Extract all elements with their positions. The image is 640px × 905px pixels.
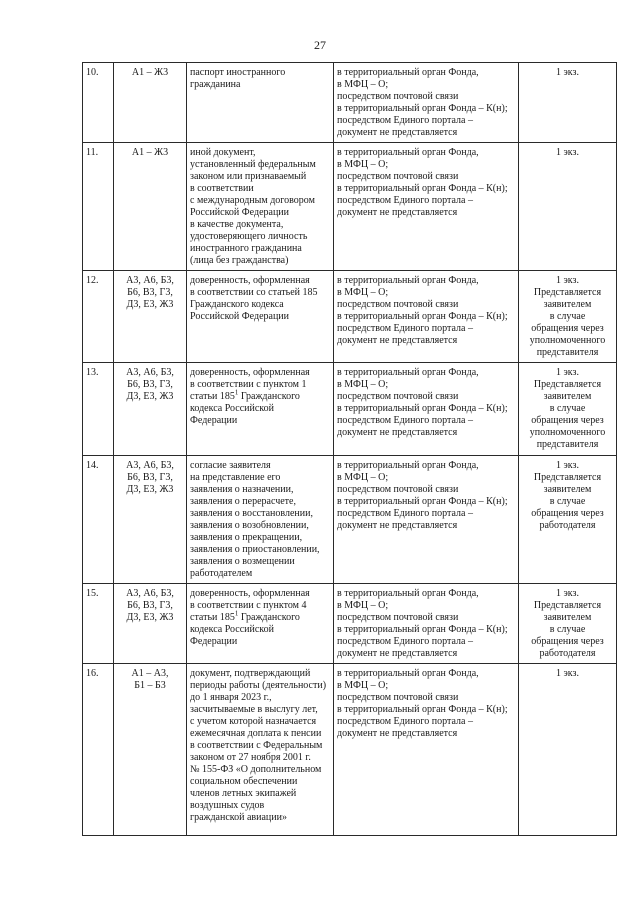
category-line: Б6, В3, Г3,: [127, 600, 173, 611]
category-line: Д3, Е3, Ж3: [126, 391, 174, 402]
quantity-line: Представляется: [533, 472, 602, 483]
submission-line: посредством почтовой связи: [337, 391, 459, 402]
table-row: [83, 664, 617, 836]
submission-line: посредством Единого портала –: [337, 415, 473, 426]
document-line: заявления о прекращении,: [190, 532, 303, 543]
row-number: 10.: [86, 67, 99, 78]
submission-line: посредством Единого портала –: [337, 716, 473, 727]
submission-cell: [334, 271, 519, 363]
category-line: А3, А6, Б3,: [126, 367, 174, 378]
categories-cell: [114, 271, 187, 363]
categories-cell: [114, 584, 187, 664]
row-number-cell: [83, 363, 114, 456]
quantity-line: 1 экз.: [556, 460, 579, 471]
quantity-line: заявителем: [543, 391, 592, 402]
quantity-line: 1 экз.: [556, 275, 579, 286]
quantity-line: 1 экз.: [556, 367, 579, 378]
category-line: Д3, Е3, Ж3: [126, 299, 174, 310]
document-line: членов летных экипажей: [190, 788, 297, 799]
quantity-cell: [519, 664, 617, 836]
submission-line: документ не представляется: [337, 207, 458, 218]
submission-line: посредством почтовой связи: [337, 171, 459, 182]
quantity-cell: [519, 143, 617, 271]
categories-cell: [114, 143, 187, 271]
category-line: Д3, Е3, Ж3: [126, 612, 174, 623]
submission-cell: [334, 363, 519, 456]
submission-line: посредством почтовой связи: [337, 484, 459, 495]
document-line: в соответствии с пунктом 4: [190, 600, 307, 611]
document-cell: [187, 456, 334, 584]
submission-line: в МФЦ – О;: [337, 159, 389, 170]
categories-cell: [114, 664, 187, 836]
superscript: 1: [234, 388, 239, 397]
quantity-line: обращения через: [531, 323, 604, 334]
document-line: согласие заявителя: [190, 460, 271, 471]
quantity-line: 1 экз.: [556, 67, 579, 78]
document-line: социальном обеспечении: [190, 776, 298, 787]
submission-line: посредством почтовой связи: [337, 612, 459, 623]
submission-line: посредством Единого портала –: [337, 115, 473, 126]
categories-cell: [114, 63, 187, 143]
quantity-line: представителя: [536, 347, 599, 358]
table-row: [83, 271, 617, 363]
quantity-line: работодателя: [539, 648, 596, 659]
document-line: доверенность, оформленная: [190, 588, 310, 599]
document-line: работодателем: [190, 568, 253, 579]
submission-line: в территориальный орган Фонда,: [337, 67, 479, 78]
row-number-cell: [83, 584, 114, 664]
quantity-line: обращения через: [531, 415, 604, 426]
submission-line: в территориальный орган Фонда – К(н);: [337, 624, 508, 635]
document-line: с учетом которой назначается: [190, 716, 317, 727]
quantity-line: в случае: [549, 496, 586, 507]
quantity-line: уполномоченного: [529, 335, 606, 346]
document-line: периоды работы (деятельности): [190, 680, 327, 691]
quantity-line: 1 экз.: [556, 668, 579, 679]
submission-line: в территориальный орган Фонда – К(н);: [337, 183, 508, 194]
category-line: Б1 – Б3: [134, 680, 166, 691]
document-line: заявления о назначении,: [190, 484, 294, 495]
submission-line: посредством почтовой связи: [337, 692, 459, 703]
quantity-line: Представляется: [533, 287, 602, 298]
row-number: 13.: [86, 367, 99, 378]
table-row: [83, 63, 617, 143]
document-line: иностранного гражданина: [190, 243, 302, 254]
document-line: воздушных судов: [190, 800, 265, 811]
categories-cell: [114, 456, 187, 584]
submission-line: в территориальный орган Фонда,: [337, 588, 479, 599]
submission-line: документ не представляется: [337, 427, 458, 438]
row-number-cell: [83, 271, 114, 363]
table-row: [83, 584, 617, 664]
document-line: в соответствии: [190, 183, 254, 194]
table-row: [83, 456, 617, 584]
submission-line: документ не представляется: [337, 127, 458, 138]
quantity-cell: [519, 456, 617, 584]
document-line: доверенность, оформленная: [190, 367, 310, 378]
document-line: кодекса Российской: [190, 403, 274, 414]
submission-line: посредством Единого портала –: [337, 195, 473, 206]
document-cell: [187, 363, 334, 456]
quantity-line: обращения через: [531, 636, 604, 647]
submission-line: в территориальный орган Фонда,: [337, 460, 479, 471]
document-line: заявления о приостановлении,: [190, 544, 320, 555]
category-line: А3, А6, Б3,: [126, 460, 174, 471]
document-line: гражданской авиации»: [190, 812, 287, 823]
category-line: А1 – Ж3: [131, 67, 169, 78]
quantity-line: в случае: [549, 311, 586, 322]
submission-cell: [334, 456, 519, 584]
quantity-cell: [519, 363, 617, 456]
submission-line: документ не представляется: [337, 335, 458, 346]
submission-cell: [334, 143, 519, 271]
document-line: Федерации: [190, 415, 238, 426]
submission-line: в территориальный орган Фонда – К(н);: [337, 704, 508, 715]
submission-line: документ не представляется: [337, 648, 458, 659]
submission-cell: [334, 63, 519, 143]
document-line: в соответствии с пунктом 1: [190, 379, 307, 390]
document-line: заявления о перерасчете,: [190, 496, 296, 507]
category-line: Б6, В3, Г3,: [127, 472, 173, 483]
category-line: Б6, В3, Г3,: [127, 379, 173, 390]
table-row: [83, 363, 617, 456]
documents-table: [82, 62, 617, 836]
submission-line: в МФЦ – О;: [337, 79, 389, 90]
submission-line: посредством почтовой связи: [337, 299, 459, 310]
row-number: 12.: [86, 275, 99, 286]
document-line-continuation: Гражданского: [238, 391, 300, 402]
quantity-line: Представляется: [533, 600, 602, 611]
row-number: 14.: [86, 460, 99, 471]
document-line: паспорт иностранного: [190, 67, 286, 78]
row-number-cell: [83, 664, 114, 836]
row-number-cell: [83, 143, 114, 271]
submission-cell: [334, 664, 519, 836]
quantity-line: заявителем: [543, 484, 592, 495]
document-cell: [187, 584, 334, 664]
document-cell: [187, 143, 334, 271]
document-line: заявления о восстановлении,: [190, 508, 313, 519]
submission-line: в территориальный орган Фонда – К(н);: [337, 311, 508, 322]
table-row: [83, 143, 617, 271]
document-line: на представление его: [190, 472, 281, 483]
document-line: (лица без гражданства): [190, 255, 289, 266]
document-line: ежемесячная доплата к пенсии: [190, 728, 322, 739]
document-line: статьи $185^1$ Гражданского: [190, 388, 300, 402]
document-line: документ, подтверждающий: [190, 668, 311, 679]
document-cell: [187, 664, 334, 836]
document-line: заявления о возмещении: [190, 556, 295, 567]
document-line: статьи $185^1$ Гражданского: [190, 609, 300, 623]
submission-line: в МФЦ – О;: [337, 680, 389, 691]
document-line: засчитываемые в выслугу лет,: [190, 704, 318, 715]
document-line: удостоверяющего личность: [190, 231, 308, 242]
category-line: Б6, В3, Г3,: [127, 287, 173, 298]
document-line: Федерации: [190, 636, 238, 647]
row-number: 16.: [86, 668, 99, 679]
submission-line: документ не представляется: [337, 520, 458, 531]
quantity-line: уполномоченного: [529, 427, 606, 438]
submission-line: в МФЦ – О;: [337, 600, 389, 611]
quantity-line: обращения через: [531, 508, 604, 519]
submission-line: документ не представляется: [337, 728, 458, 739]
category-line: Д3, Е3, Ж3: [126, 484, 174, 495]
submission-line: в МФЦ – О;: [337, 287, 389, 298]
submission-line: в территориальный орган Фонда,: [337, 367, 479, 378]
quantity-cell: [519, 584, 617, 664]
page-number: 27: [314, 38, 326, 52]
category-line: А1 – А3,: [131, 668, 169, 679]
superscript: 1: [234, 609, 239, 618]
submission-line: в территориальный орган Фонда – К(н);: [337, 403, 508, 414]
submission-line: в МФЦ – О;: [337, 379, 389, 390]
quantity-line: 1 экз.: [556, 588, 579, 599]
submission-line: посредством Единого портала –: [337, 323, 473, 334]
submission-cell: [334, 584, 519, 664]
quantity-line: в случае: [549, 403, 586, 414]
document-line: доверенность, оформленная: [190, 275, 310, 286]
row-number-cell: [83, 456, 114, 584]
quantity-line: в случае: [549, 624, 586, 635]
document-line: № 155-ФЗ «О дополнительном: [190, 764, 322, 775]
document-line: в соответствии со статьей 185: [190, 287, 318, 298]
category-line: А1 – Ж3: [131, 147, 169, 158]
submission-line: посредством Единого портала –: [337, 508, 473, 519]
row-number: 11.: [86, 147, 99, 158]
row-number-cell: [83, 63, 114, 143]
row-number: 15.: [86, 588, 99, 599]
submission-line: в территориальный орган Фонда – К(н);: [337, 103, 508, 114]
category-line: А3, А6, Б3,: [126, 275, 174, 286]
document-line: в качестве документа,: [190, 219, 284, 230]
submission-line: в территориальный орган Фонда,: [337, 147, 479, 158]
quantity-line: заявителем: [543, 299, 592, 310]
submission-line: в территориальный орган Фонда,: [337, 668, 479, 679]
document-line: гражданина: [190, 79, 241, 90]
document-line: законом от 27 ноября 2001 г.: [190, 752, 311, 763]
submission-line: в территориальный орган Фонда – К(н);: [337, 496, 508, 507]
document-line: до 1 января 2023 г.,: [190, 692, 272, 703]
submission-line: в МФЦ – О;: [337, 472, 389, 483]
quantity-line: 1 экз.: [556, 147, 579, 158]
document-line: Гражданского кодекса: [190, 299, 284, 310]
submission-line: в территориальный орган Фонда,: [337, 275, 479, 286]
document-cell: [187, 63, 334, 143]
categories-cell: [114, 363, 187, 456]
quantity-line: работодателя: [539, 520, 596, 531]
document-line: установленный федеральным: [190, 159, 316, 170]
document-line: с международным договором: [190, 195, 315, 206]
submission-line: посредством Единого портала –: [337, 636, 473, 647]
quantity-cell: [519, 63, 617, 143]
document-line: иной документ,: [190, 147, 256, 158]
quantity-line: представителя: [536, 439, 599, 450]
quantity-line: Представляется: [533, 379, 602, 390]
document-cell: [187, 271, 334, 363]
document-line: заявления о возобновлении,: [190, 520, 309, 531]
quantity-cell: [519, 271, 617, 363]
document-line: Российской Федерации: [190, 207, 290, 218]
quantity-line: заявителем: [543, 612, 592, 623]
document-line: Российской Федерации: [190, 311, 290, 322]
document-line: кодекса Российской: [190, 624, 274, 635]
documents-table-body: [83, 63, 617, 836]
category-line: А3, А6, Б3,: [126, 588, 174, 599]
document-line: в соответствии с Федеральным: [190, 740, 323, 751]
document-line-continuation: Гражданского: [238, 612, 300, 623]
submission-line: посредством почтовой связи: [337, 91, 459, 102]
document-line: законом или признаваемый: [190, 171, 307, 182]
